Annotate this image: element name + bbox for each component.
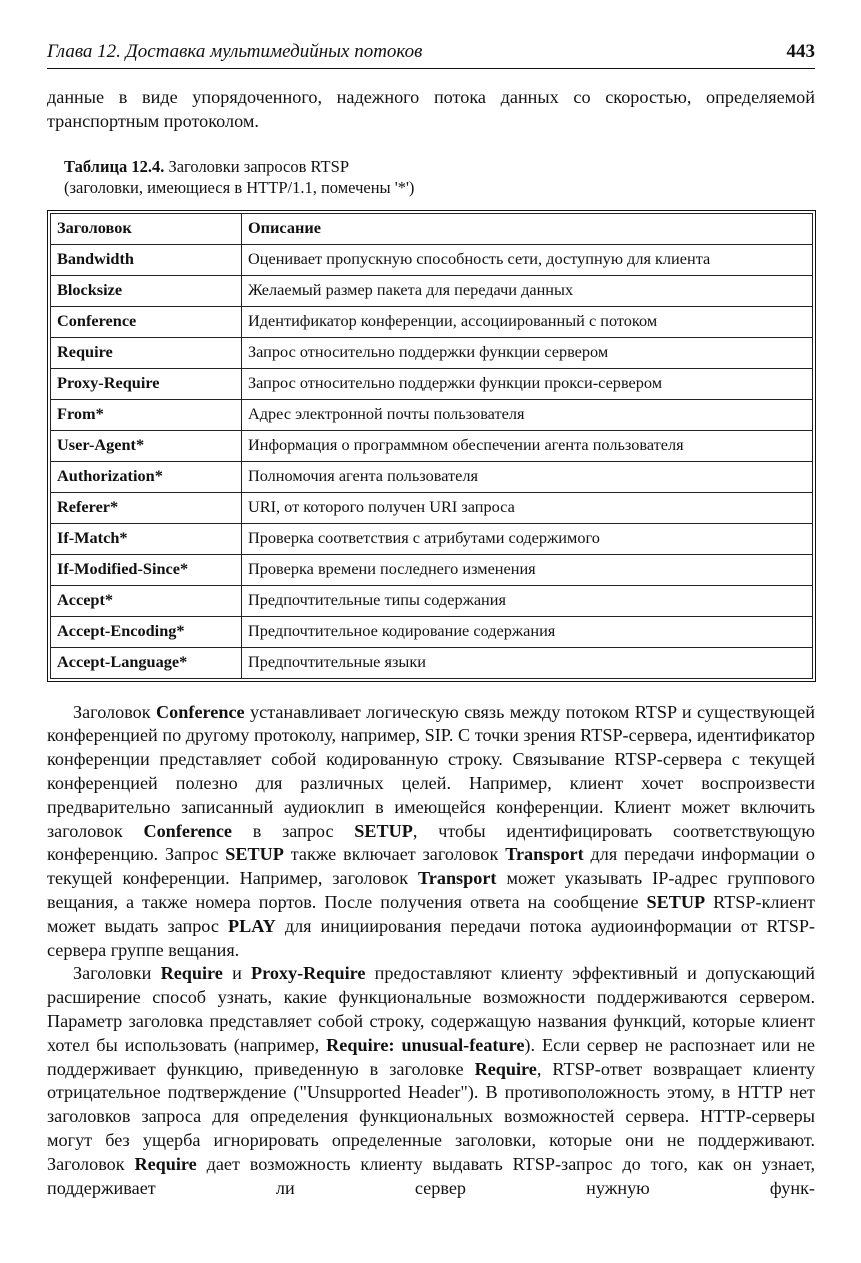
bold-term: Require xyxy=(134,1153,197,1174)
bold-term: Require: unusual-feature xyxy=(326,1034,525,1055)
rtsp-headers-table-frame xyxy=(47,210,816,682)
table-row xyxy=(51,368,813,399)
text-run: , чтобы идентифицировать соответствующую конференцию. Запрос xyxy=(47,820,815,865)
header-name-cell: User-Agent* xyxy=(51,430,242,461)
require-paragraph xyxy=(47,962,815,1200)
header-name-cell: From* xyxy=(51,399,242,430)
header-name-cell: Authorization* xyxy=(51,461,242,492)
header-description-cell: Адрес электронной почты пользователя xyxy=(242,399,813,430)
table-row xyxy=(51,461,813,492)
bold-term: SETUP xyxy=(646,891,706,912)
bold-term: SETUP xyxy=(225,844,284,865)
header-description-cell: Запрос относительно поддержки функции прокси-сервером xyxy=(242,368,813,399)
header-description-cell: Предпочтительное кодирование содержания xyxy=(242,616,813,647)
table-row xyxy=(51,337,813,368)
header-description-cell: Идентификатор конференции, ассоциированный с потоком xyxy=(242,306,813,337)
book-page xyxy=(47,40,815,1200)
text-run: ). Если сервер не распознает или не поддерживает функцию, приведенную в заголовке xyxy=(47,1034,815,1079)
bold-term: SETUP xyxy=(354,820,413,841)
header-name-cell: Blocksize xyxy=(51,275,242,306)
conference-paragraph xyxy=(47,701,815,963)
bold-term: Require xyxy=(160,963,223,984)
header-description-cell: Желаемый размер пакета для передачи данных xyxy=(242,275,813,306)
header-name-cell: Accept-Encoding* xyxy=(51,616,242,647)
intro-paragraph: данные в виде упорядоченного, надежного потока данных со скоростью, определяемой транспортным протоколом. xyxy=(47,87,815,131)
column-header-description: Описание xyxy=(242,213,813,244)
table-caption-title: Заголовки запросов RTSP xyxy=(164,156,349,176)
text-run: , RTSP-ответ возвращает клиенту отрицательное подтверждение ("Unsupported Header"). В противоположность этому, в HTTP нет заголовков запроса для определения функциональных возможностей сервера. HTTP-серверы могут без ущерба игнорировать определенные заголовки, которые они не поддерживают. Заголовок xyxy=(47,1058,815,1174)
header-name-cell: Referer* xyxy=(51,492,242,523)
header-description-cell: Информация о программном обеспечении агента пользователя xyxy=(242,430,813,461)
table-row xyxy=(51,306,813,337)
text-run: Заголовок xyxy=(73,701,157,722)
bold-term: PLAY xyxy=(227,915,276,936)
header-description-cell: Запрос относительно поддержки функции сервером xyxy=(242,337,813,368)
text-run: дает возможность клиенту выдавать RTSP-запрос до того, как он узнает, поддерживает ли сервер нужную функ- xyxy=(47,1153,815,1198)
text-run: устанавливает логическую связь между потоком RTSP и существующей конференцией по другому протоколу, например, SIP. С точки зрения RTSP-сервера, идентификатор конференции представляет собой кодированную строку. Связывание RTSP-сервера с текущей конференцией полезно для различных целей. Например, клиент хочет воспроизвести предварительно записанный аудиоклип в имеющейся конференции. Клиент может включить заголовок xyxy=(47,701,815,841)
header-description-cell: Проверка соответствия с атрибутами содержимого xyxy=(242,523,813,554)
table-row xyxy=(51,585,813,616)
bold-term: Transport xyxy=(505,844,584,865)
rtsp-headers-table xyxy=(50,213,813,679)
header-name-cell: Conference xyxy=(51,306,242,337)
text-run: Заголовки xyxy=(73,963,161,984)
bold-term: Conference xyxy=(143,820,232,841)
bold-term: Require xyxy=(474,1058,537,1079)
header-name-cell: Proxy-Require xyxy=(51,368,242,399)
text-run: для передачи информации о текущей конференции. Например, заголовок xyxy=(47,844,815,889)
text-run: и xyxy=(222,963,251,984)
page-number: 443 xyxy=(786,41,815,62)
text-run: в запрос xyxy=(232,820,355,841)
header-name-cell: Bandwidth xyxy=(51,244,242,275)
bold-term: Transport xyxy=(418,868,497,889)
text-run: RTSP-клиент может выдать запрос xyxy=(47,891,815,936)
text-run: предоставляют клиенту эффективный и допускающий расширение способ узнать, какие функциональные возможности поддерживаются сервером. Параметр заголовка представляет собой строку, содержащую названия функций, которые клиент хотел бы использовать (например, xyxy=(47,963,815,1055)
table-row xyxy=(51,492,813,523)
header-description-cell: Оценивает пропускную способность сети, доступную для клиента xyxy=(242,244,813,275)
header-name-cell: If-Match* xyxy=(51,523,242,554)
text-run: также включает заголовок xyxy=(283,844,506,865)
bold-term: Proxy-Require xyxy=(250,963,366,984)
table-header-row xyxy=(51,213,813,244)
header-name-cell: Accept-Language* xyxy=(51,647,242,678)
header-name-cell: If-Modified-Since* xyxy=(51,554,242,585)
header-description-cell: Проверка времени последнего изменения xyxy=(242,554,813,585)
table-caption xyxy=(64,156,815,198)
table-row xyxy=(51,275,813,306)
header-description-cell: Предпочтительные языки xyxy=(242,647,813,678)
header-name-cell: Require xyxy=(51,337,242,368)
table-row xyxy=(51,430,813,461)
bold-term: Conference xyxy=(156,701,245,722)
header-description-cell: Полномочия агента пользователя xyxy=(242,461,813,492)
chapter-title: Глава 12. Доставка мультимедийных потоков xyxy=(47,41,423,62)
table-row xyxy=(51,616,813,647)
table-row xyxy=(51,647,813,678)
header-description-cell: Предпочтительные типы содержания xyxy=(242,585,813,616)
running-header xyxy=(47,40,815,69)
table-caption-note: (заголовки, имеющиеся в HTTP/1.1, помечены '*') xyxy=(64,177,415,197)
text-run: может указывать IP-адрес группового вещания, а также номера портов. После получения ответа на сообщение xyxy=(47,868,815,912)
text-run: для инициирования передачи потока аудиоинформации от RTSP-сервера группе вещания. xyxy=(47,915,815,960)
table-row xyxy=(51,244,813,275)
table-caption-label: Таблица 12.4. xyxy=(64,156,165,176)
header-name-cell: Accept* xyxy=(51,585,242,616)
table-row xyxy=(51,399,813,430)
column-header-name: Заголовок xyxy=(51,213,242,244)
header-description-cell: URI, от которого получен URI запроса xyxy=(242,492,813,523)
table-row xyxy=(51,523,813,554)
table-row xyxy=(51,554,813,585)
